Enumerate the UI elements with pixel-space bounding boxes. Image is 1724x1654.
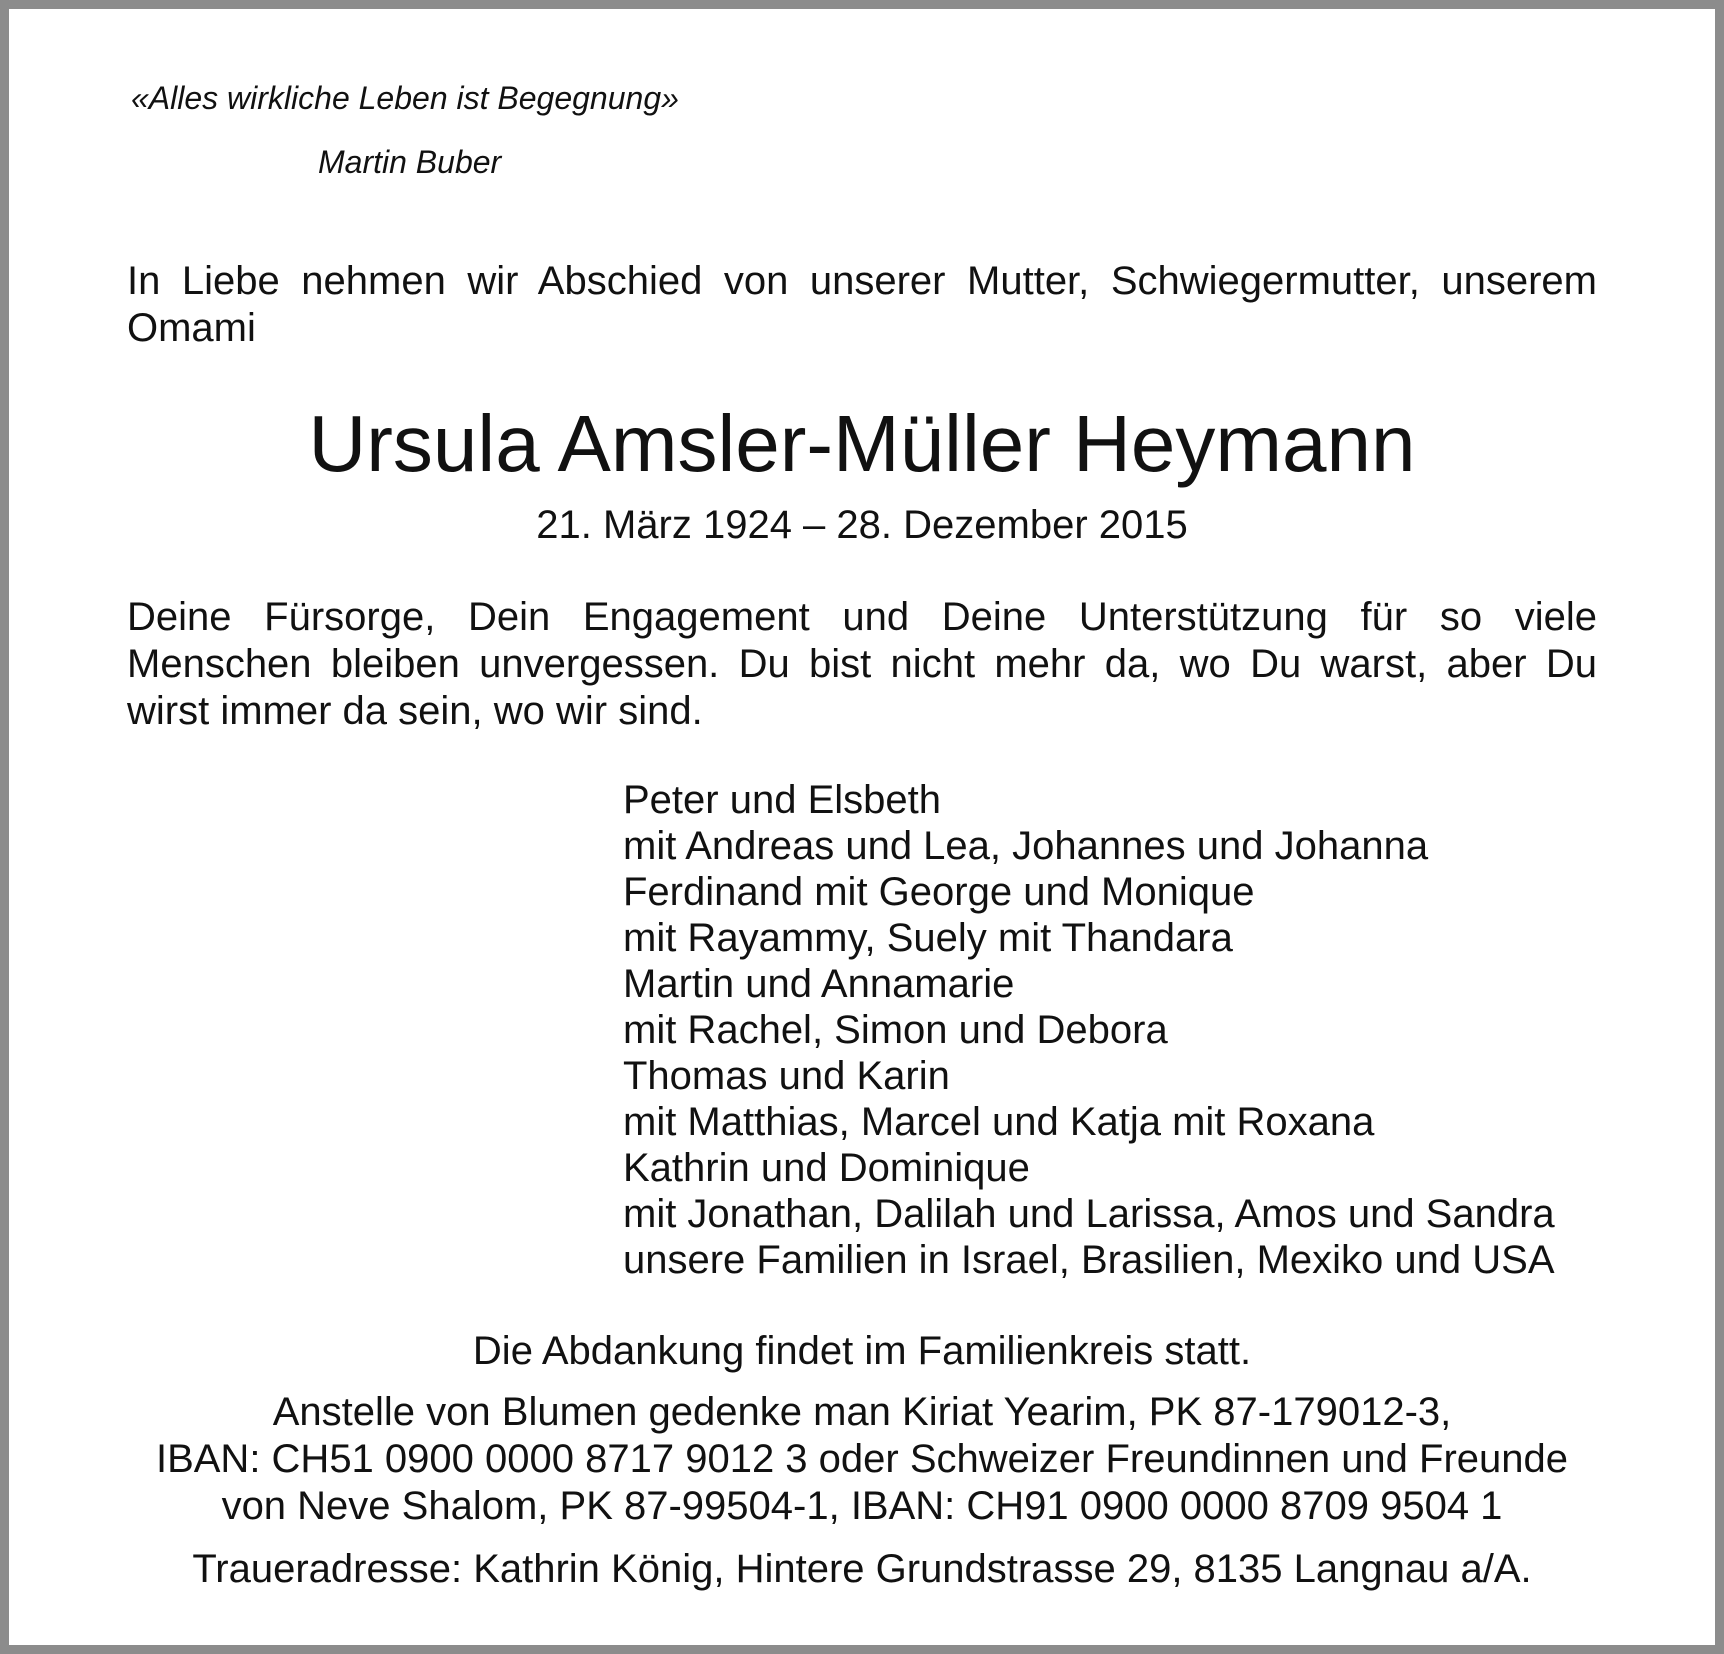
family-line: Peter und Elsbeth	[623, 778, 941, 822]
donation-line: IBAN: CH51 0900 0000 8717 9012 3 oder Schweizer Freundinnen und Freunde	[155, 1437, 1569, 1481]
family-line: unsere Familien in Israel, Brasilien, Mexiko und USA	[623, 1238, 1555, 1282]
family-line: mit Jonathan, Dalilah und Larissa, Amos und Sandra	[623, 1192, 1555, 1236]
life-dates: 21. März 1924 – 28. Dezember 2015	[536, 503, 1188, 547]
family-line: mit Rachel, Simon und Debora	[623, 1008, 1168, 1052]
funeral-notice: Die Abdankung findet im Familienkreis statt.	[472, 1329, 1252, 1373]
family-line: Thomas und Karin	[623, 1054, 950, 1098]
family-line: Ferdinand mit George und Monique	[623, 870, 1255, 914]
family-line: mit Matthias, Marcel und Katja mit Roxana	[623, 1100, 1375, 1144]
mourning-address: Traueradresse: Kathrin König, Hintere Grundstrasse 29, 8135 Langnau a/A.	[192, 1547, 1532, 1591]
donation-line: von Neve Shalom, PK 87-99504-1, IBAN: CH91 0900 0000 8709 9504 1	[221, 1484, 1503, 1528]
intro-line: Omami	[127, 306, 256, 350]
family-list	[623, 777, 1555, 1283]
intro-text	[127, 258, 1597, 352]
tribute-line: wirst immer da sein, wo wir sind.	[127, 689, 703, 733]
motto-author: Martin Buber	[318, 144, 502, 180]
family-line: mit Andreas und Lea, Johannes und Johanna	[623, 824, 1429, 868]
tribute-text	[127, 594, 1597, 735]
tribute-line: Menschen bleiben unvergessen. Du bist nicht mehr da, wo Du warst, aber Du	[127, 642, 1597, 686]
family-line: Kathrin und Dominique	[623, 1146, 1030, 1190]
donation-line: Anstelle von Blumen gedenke man Kiriat Yearim, PK 87-179012-3,	[272, 1390, 1452, 1434]
family-line: Martin und Annamarie	[623, 962, 1015, 1006]
family-line: mit Rayammy, Suely mit Thandara	[623, 916, 1233, 960]
tribute-line: Deine Fürsorge, Dein Engagement und Deine Unterstützung für so viele	[127, 595, 1597, 639]
motto-quote: «Alles wirkliche Leben ist Begegnung»	[131, 80, 679, 116]
deceased-name: Ursula Amsler-Müller Heymann	[308, 399, 1416, 488]
donation-notice	[0, 1389, 1724, 1530]
intro-line: In Liebe nehmen wir Abschied von unserer Mutter, Schwiegermutter, unserem	[127, 259, 1597, 303]
